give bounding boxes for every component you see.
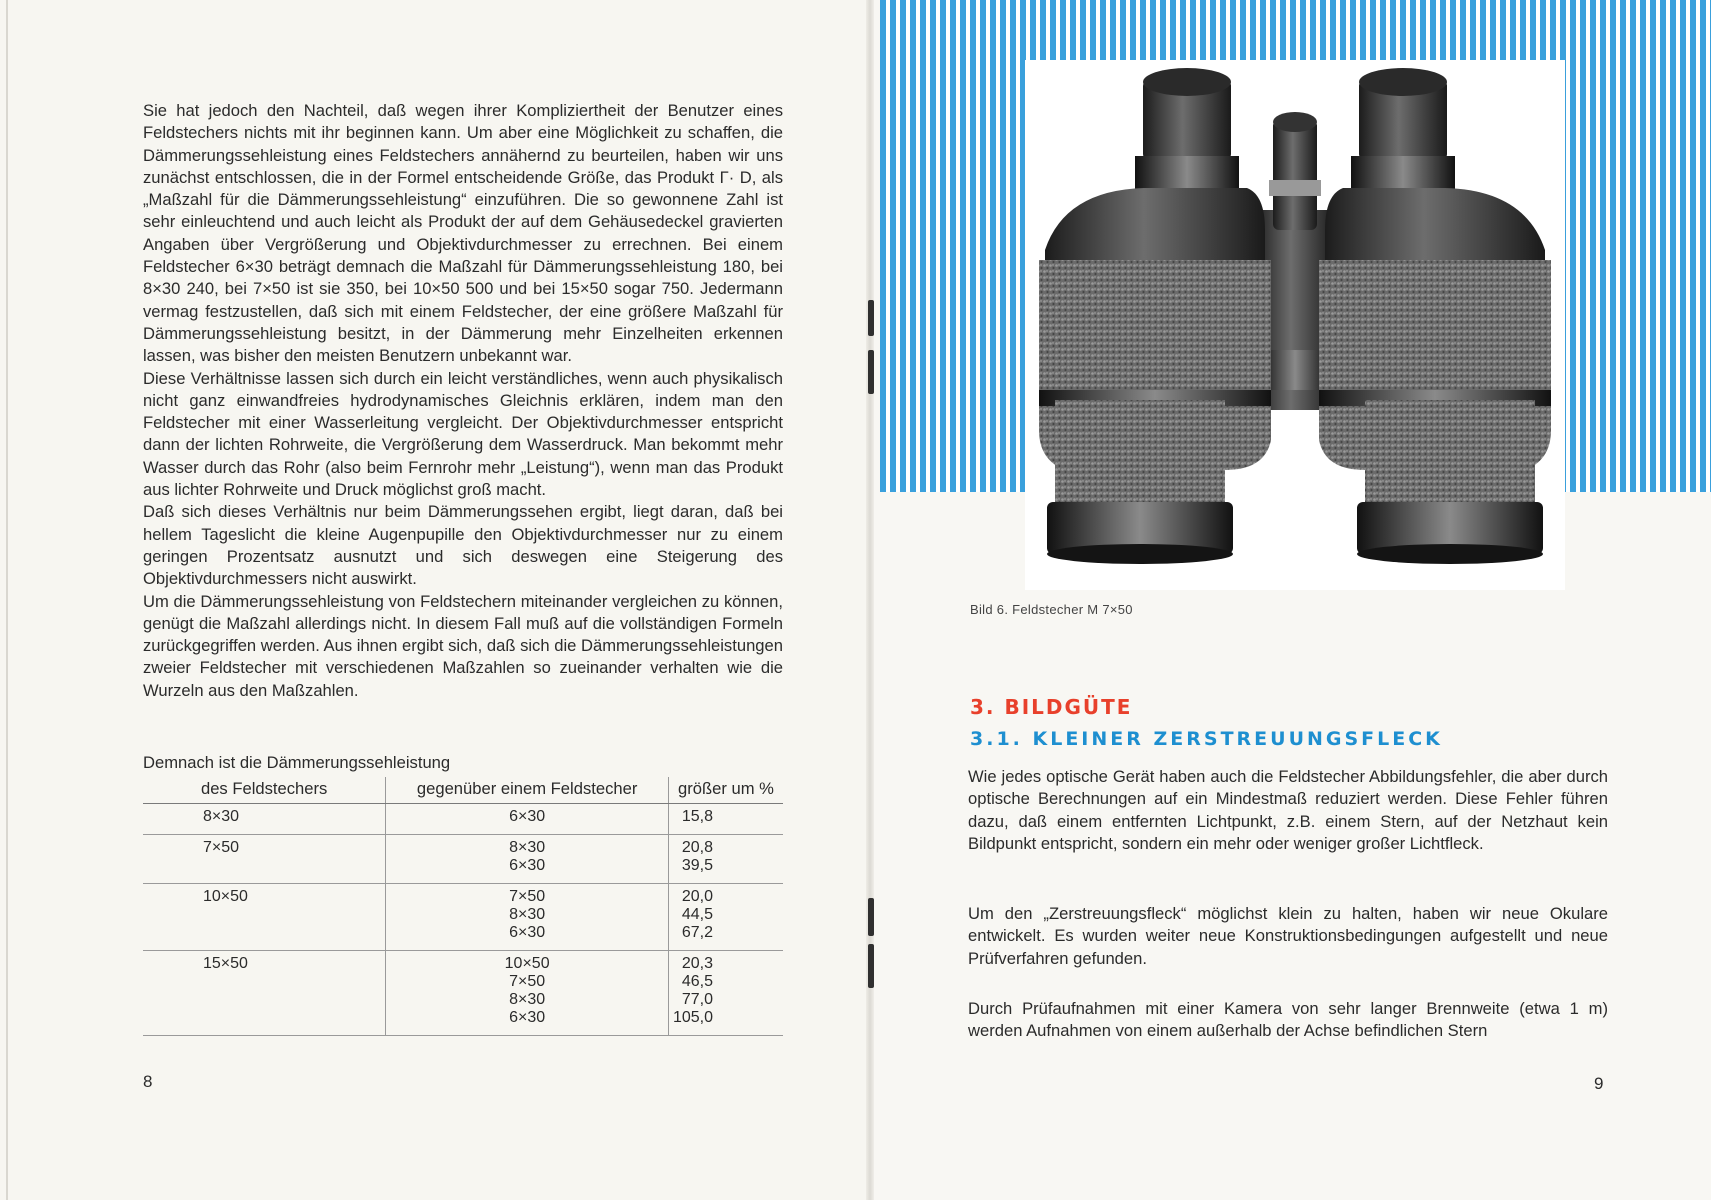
table-row	[143, 835, 783, 884]
compare-value: 6×30	[509, 857, 546, 874]
compare-value: 6×30	[509, 1009, 546, 1026]
percent-value: 20,0	[681, 888, 713, 905]
glass-cell: 10×50	[143, 884, 386, 951]
compare-value: 7×50	[509, 973, 546, 990]
staple-mark	[868, 898, 874, 936]
compare-value: 8×30	[509, 991, 546, 1008]
glass-cell: 7×50	[143, 835, 386, 884]
staple-mark	[868, 350, 874, 394]
percent-value: 20,8	[681, 839, 713, 856]
table-row	[143, 951, 783, 1036]
glass-cell: 15×50	[143, 951, 386, 1036]
page-number: 9	[1594, 1074, 1604, 1093]
staple-mark	[868, 944, 874, 988]
subsection-heading: 3.1. KLEINER ZERSTREUUNGSFLECK	[970, 728, 1443, 750]
paragraph: Um den „Zerstreuungsfleck“ möglichst klein zu halten, haben wir neue Okulare entwickelt. Es wurden weiter neue Konstruktionsbedingungen aufgestellt und neue Prüfverfahren gefunden.	[968, 904, 1608, 968]
percent-value: 39,5	[681, 857, 713, 874]
percent-value: 15,8	[681, 808, 713, 825]
table-intro: Demnach ist die Dämmerungssehleistung	[143, 753, 451, 772]
glass-cell: 8×30	[143, 804, 386, 835]
column-header: gegenüber einem Feldstecher	[386, 777, 669, 804]
percent-cell	[668, 951, 783, 1036]
paragraph: Sie hat jedoch den Nachteil, daß wegen ihrer Kompliziertheit der Benutzer eines Feldstechers nichts mit ihr beginnen kann. Um aber eine Möglichkeit zu schaffen, die Dämmerungssehleistung eines Feldstechers annähernd zu beurteilen, haben wir uns zunächst entschlossen, die in der Formel entscheidende Größe, das Produkt Γ· D, als „Maßzahl für die Dämmerungssehleistung“ einzuführen. Die so gewonnene Zahl ist sehr einleuchtend und auch leicht als Produkt der auf dem Gehäusedeckel gravierten Angaben über Vergrößerung und Objektivdurchmesser zu errechnen. Bei einem Feldstecher 6×30 beträgt demnach die Maßzahl für Dämmerungssehleistung 180, bei 8×30 240, bei 7×50 ist sie 350, bei 10×50 500 und bei 15×50 sogar 750. Jedermann vermag festzustellen, daß sich mit einem Feldstecher, der eine größere Maßzahl für Dämmerungssehleistung besitzt, in der Dämmerung mehr Einzelheiten erkennen lassen, was bisher den meisten Benutzern unbekannt war.	[143, 101, 783, 366]
page-edge	[6, 0, 8, 1200]
percent-value: 46,5	[681, 973, 713, 990]
percent-value: 77,0	[681, 991, 713, 1008]
compare-value: 10×50	[504, 955, 550, 972]
binoculars-photo	[1025, 60, 1565, 590]
staple-mark	[868, 300, 874, 336]
paragraph: Um die Dämmerungssehleistung von Feldstechern miteinander vergleichen zu können, genügt die Maßzahl allerdings nicht. In diesem Fall muß auf die vollständigen Formeln zurückgegriffen werden. Aus ihnen ergibt sich, daß sich die Dämmerungssehleistungen zweier Feldstecher mit verschiedenen Maßzahlen so zueinander verhalten wie die Wurzeln aus den Maßzahlen.	[143, 591, 783, 700]
compare-value: 6×30	[509, 808, 546, 825]
percent-cell	[668, 804, 783, 835]
percent-cell	[668, 835, 783, 884]
paragraph: Wie jedes optische Gerät haben auch die Feldstecher Abbildungsfehler, die aber durch optische Berechnungen auf ein Mindestmaß reduziert werden. Diese Fehler führen dazu, daß einem entfernten Lichtpunkt, z.B. einem Stern, auf der Netzhaut kein Bildpunkt entspricht, sondern ein mehr oder weniger großer Lichtfleck.	[968, 767, 1608, 853]
figure-caption: Bild 6. Feldstecher M 7×50	[970, 602, 1133, 617]
percent-cell	[668, 884, 783, 951]
table-row	[143, 804, 783, 835]
book-gutter	[866, 0, 874, 1200]
percent-value: 105,0	[672, 1009, 713, 1026]
paragraph: Diese Verhältnisse lassen sich durch ein leicht verständliches, wenn auch physikalisch nicht ganz einwandfreies hydrodynamisches Gleichnis erklären, indem man den Feldstecher mit einer Wasserleitung vergleicht. Der Objektivdurchmesser entspricht dann der lichten Rohrweite, die Vergrößerung dem Wasserdruck. Man bekommt mehr Wasser durch das Rohr (also beim Fernrohr mehr „Leistung“), wenn man das Produkt aus lichter Rohrweite und Druck möglichst groß macht.	[143, 368, 783, 500]
compare-value: 6×30	[509, 924, 546, 941]
paragraph: Daß sich dieses Verhältnis nur beim Dämmerungssehen ergibt, liegt daran, daß bei hellem Tageslicht die kleine Augenpupille den Objektivdurchmesser nur zu einem geringen Prozentsatz ausnutzt und sich deswegen eine Steigerung des Objektivdurchmessers nicht auswirkt.	[143, 502, 783, 589]
compare-value: 8×30	[509, 906, 546, 923]
section-heading: 3. BILDGÜTE	[970, 695, 1133, 719]
percent-value: 44,5	[681, 906, 713, 923]
column-header: des Feldstechers	[143, 777, 386, 804]
page-number: 8	[143, 1072, 153, 1091]
table-header-row	[143, 777, 783, 804]
column-header: größer um %	[668, 777, 783, 804]
paragraph: Durch Prüfaufnahmen mit einer Kamera von sehr langer Brennweite (etwa 1 m) werden Aufnahmen von einem außerhalb der Achse befindlichen Stern	[968, 999, 1608, 1041]
compare-cell	[386, 951, 669, 1036]
compare-value: 7×50	[509, 888, 546, 905]
compare-cell	[386, 884, 669, 951]
compare-cell	[386, 835, 669, 884]
left-body-text	[143, 100, 783, 702]
twilight-performance-table	[143, 777, 783, 1036]
percent-value: 20,3	[681, 955, 713, 972]
compare-cell	[386, 804, 669, 835]
compare-value: 8×30	[509, 839, 546, 856]
table-row	[143, 884, 783, 951]
percent-value: 67,2	[681, 924, 713, 941]
